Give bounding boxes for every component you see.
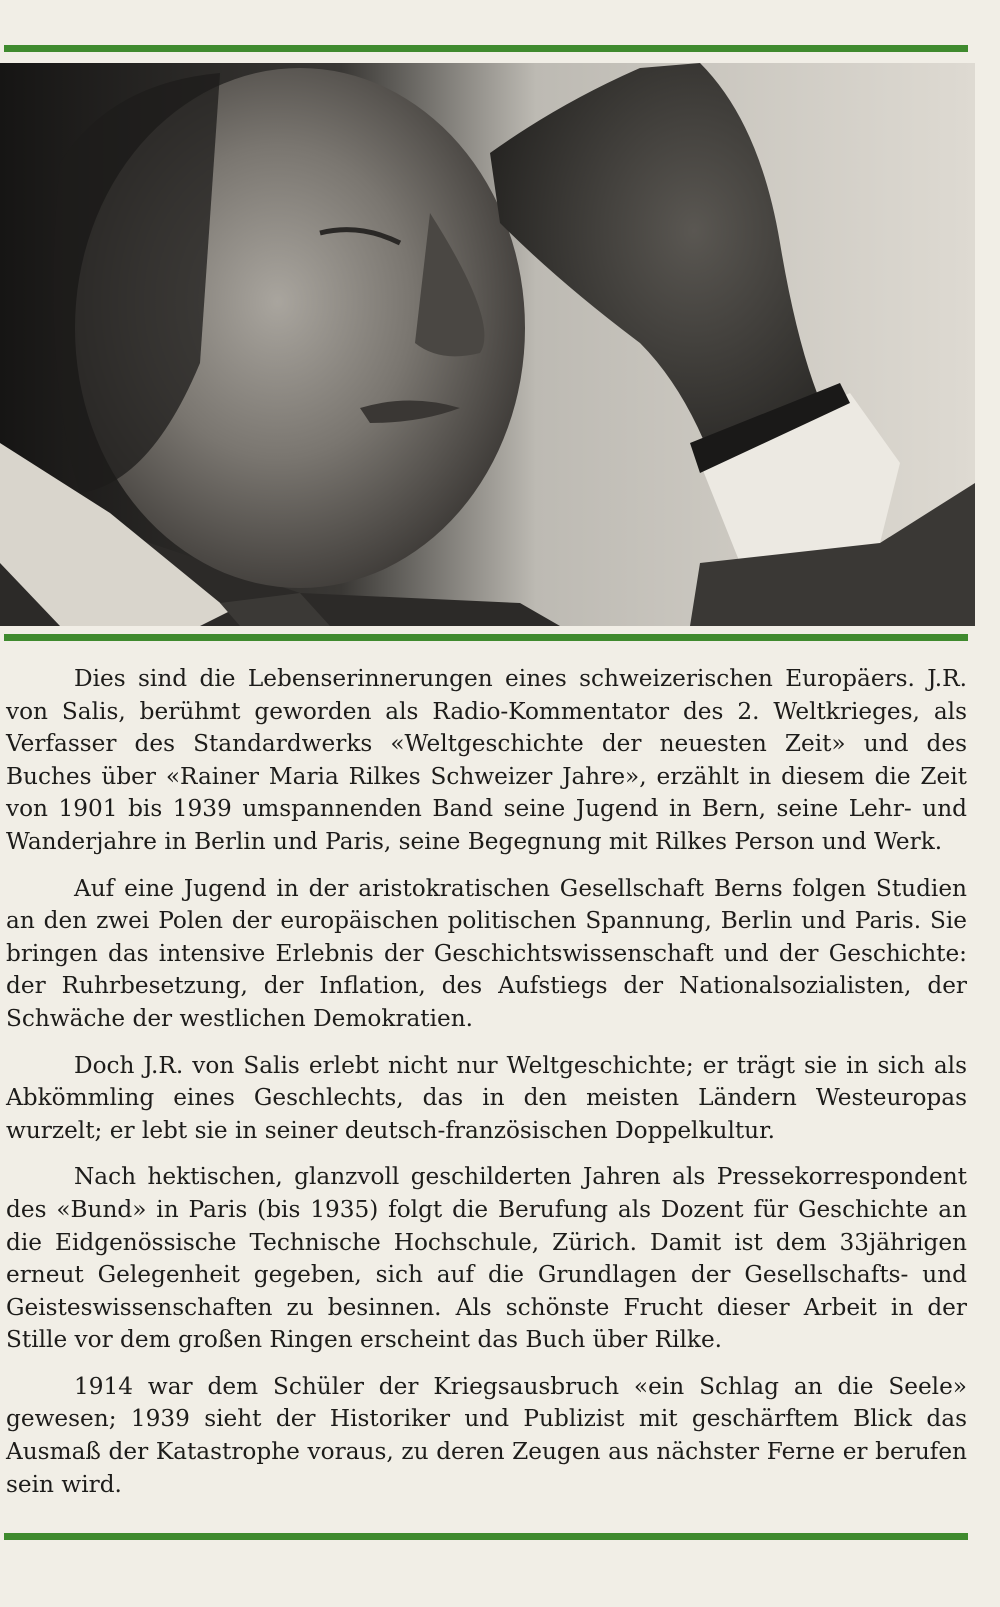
paragraph-5: 1914 war dem Schüler der Kriegsausbruch «ein Schlag an die Seele» gewesen; 1939 sieht der Historiker und Publizist mit geschärftem Blick das Ausmaß der Katastrophe voraus, zu deren Zeugen aus nächster Ferne er berufen sein wird. bbox=[6, 1372, 967, 1498]
top-green-rule bbox=[4, 45, 968, 52]
paragraph-2: Auf eine Jugend in der aristokratischen Gesellschaft Berns folgen Studien an den zwei Polen der europäischen politischen Spannung, Berlin und Paris. Sie bringen das intensive Erlebnis der Geschichtswissenschaft und der Geschichte: der Ruhrbesetzung, der Inflation, des Aufstiegs der Nationalsozialisten, der Schwäche der westlichen Demokratien. bbox=[6, 874, 967, 1032]
author-portrait-photo bbox=[0, 63, 975, 626]
paragraph-3: Doch J.R. von Salis erlebt nicht nur Weltgeschichte; er trägt sie in sich als Abkömmling eines Geschlechts, das in den meisten Ländern Westeuropas wurzelt; er lebt sie in seiner deutsch-französischen Doppelkultur. bbox=[6, 1051, 967, 1144]
middle-green-rule bbox=[4, 634, 968, 641]
paragraph-1: Dies sind die Lebenserinnerungen eines schweizerischen Europäers. J.R. von Salis, berühmt geworden als Radio-Kommentator des 2. Weltkrieges, als Verfasser des Standardwerks «Weltgeschichte der neuesten Zeit» und des Buches über «Rainer Maria Rilkes Schweizer Jahre», erzählt in diesem die Zeit von 1901 bis 1939 umspannenden Band seine Jugend in Bern, seine Lehr- und Wanderjahre in Berlin und Paris, seine Begegnung mit Rilkes Person und Werk. bbox=[6, 665, 967, 855]
paragraph-4: Nach hektischen, glanzvoll geschilderten Jahren als Pressekorrespondent des «Bund» in Paris (bis 1935) folgt die Berufung als Dozent für Geschichte an die Eidgenössische Technische Hochschule, Zürich. Damit ist dem 33jährigen erneut Gelegenheit gegeben, sich auf die Grundlagen der Gesellschafts- und Geisteswissenschaften zu besinnen. Als schönste Frucht dieser Arbeit in der Stille vor dem großen Ringen erscheint das Buch über Rilke. bbox=[6, 1163, 967, 1354]
bottom-green-rule bbox=[4, 1533, 968, 1540]
blurb-text bbox=[6, 663, 967, 1515]
